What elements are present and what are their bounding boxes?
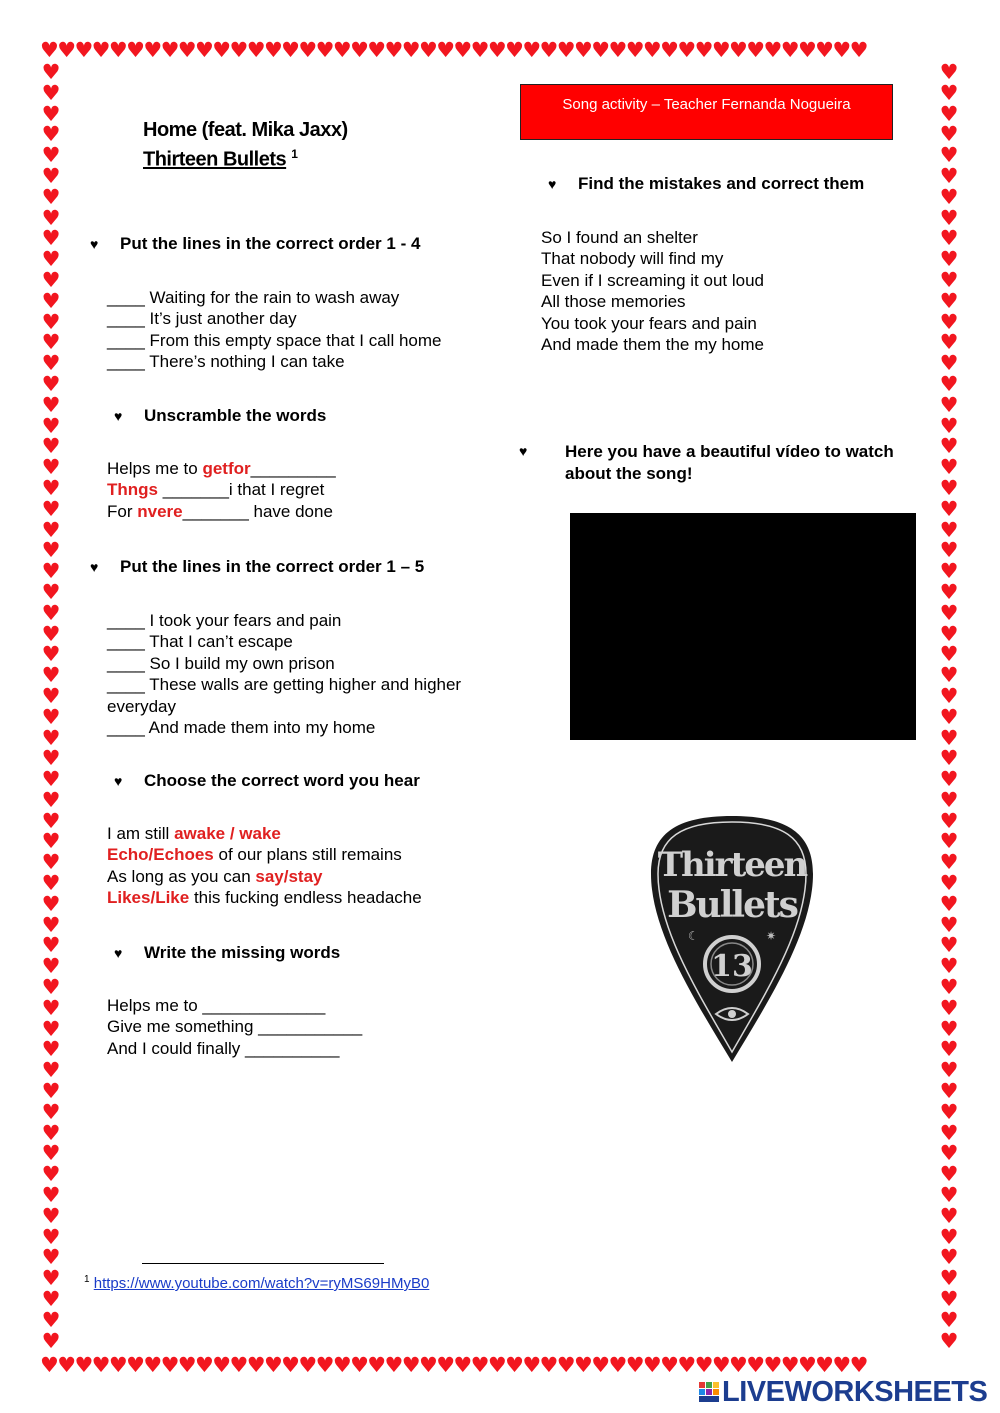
section-missing-words-heading (114, 943, 340, 963)
order-1-4-lines (107, 287, 442, 373)
plain-text: As long as you can (107, 866, 256, 886)
list-item (107, 479, 336, 500)
list-item (107, 823, 422, 844)
list-item: ____ It’s just another day (107, 309, 297, 329)
plain-text: Helps me to (107, 459, 203, 478)
list-item: And made them the my home (541, 335, 765, 355)
list-item: All those memories (541, 292, 686, 312)
section-order-1-5-heading (90, 557, 424, 577)
footnote-number: 1 (84, 1274, 90, 1285)
section-find-mistakes-heading (548, 174, 864, 194)
unscramble-lines (107, 458, 336, 522)
heading-line: about the song! (565, 463, 693, 483)
list-item: Helps me to _____________ (107, 996, 326, 1015)
word-choice: Echo/Echoes (107, 845, 214, 865)
missing-words-lines (107, 995, 362, 1059)
plain-text: of our plans still remains (213, 845, 402, 865)
heart-border-right: ♥♥♥♥♥♥♥♥♥♥♥♥♥♥♥♥♥♥♥♥♥♥♥♥♥♥♥♥♥♥♥♥♥♥♥♥♥♥♥♥♥♥♥♥♥♥♥♥♥♥♥♥♥♥♥♥♥♥♥♥♥♥ (939, 62, 959, 1353)
svg-text:☾: ☾ (688, 929, 699, 943)
plain-text: I am still (107, 824, 175, 843)
heading-text: Write the missing words (144, 943, 341, 962)
footnote (84, 1274, 429, 1292)
list-item (107, 866, 422, 887)
word-choice: Likes/Like (107, 888, 190, 908)
heading-text: Find the mistakes and correct them (578, 174, 865, 193)
list-item: That nobody will find my (541, 249, 724, 269)
youtube-link[interactable]: https://www.youtube.com/watch?v=ryMS69HMyB0 (93, 1275, 430, 1292)
scrambled-word: nvere (137, 501, 183, 521)
list-item: ____ And made them into my home (107, 718, 376, 738)
heart-bullet-icon: ♥ (114, 408, 123, 424)
song-title: Home (feat. Mika Jaxx) (143, 119, 348, 141)
footnote-separator (142, 1263, 384, 1264)
plain-text: this fucking endless headache (189, 888, 422, 908)
heart-bullet-icon: ♥ (114, 773, 123, 789)
heading-text-block (565, 441, 894, 484)
list-item: So I found an shelter (541, 228, 698, 247)
list-item: ____ So I build my own prison (107, 653, 335, 673)
order-1-5-lines (107, 610, 461, 738)
svg-text:✷: ✷ (766, 929, 777, 943)
list-item (107, 844, 422, 865)
answer-blank: _______i that I regret (158, 480, 325, 500)
list-item: Even if I screaming it out loud (541, 270, 765, 290)
heart-bullet-icon: ♥ (114, 945, 123, 961)
heading-text: Put the lines in the correct order 1 – 5 (120, 557, 425, 576)
logo-line1: Thirteen (657, 845, 807, 885)
list-item: ____ That I can’t escape (107, 632, 293, 652)
choose-word-lines (107, 823, 422, 909)
activity-banner: Song activity – Teacher Fernanda Nogueira (520, 84, 893, 140)
list-item: ____ I took your fears and pain (107, 611, 342, 630)
list-item (107, 458, 336, 479)
heart-border-left: ♥♥♥♥♥♥♥♥♥♥♥♥♥♥♥♥♥♥♥♥♥♥♥♥♥♥♥♥♥♥♥♥♥♥♥♥♥♥♥♥♥♥♥♥♥♥♥♥♥♥♥♥♥♥♥♥♥♥♥♥♥♥ (41, 62, 61, 1353)
list-item: Give me something ___________ (107, 1017, 363, 1037)
heading-line: Here you have a beautiful vídeo to watch (565, 442, 894, 461)
list-item: everyday (107, 696, 176, 716)
heart-bullet-icon: ♥ (90, 559, 99, 575)
list-item: ____ Waiting for the rain to wash away (107, 288, 400, 307)
list-item: ____ There’s nothing I can take (107, 352, 345, 372)
heading-text: Choose the correct word you hear (144, 771, 420, 790)
word-choice: awake / wake (174, 824, 281, 843)
heart-bullet-icon: ♥ (519, 443, 528, 459)
section-choose-word-heading (114, 771, 420, 791)
list-item (107, 887, 422, 908)
artist-name (143, 147, 297, 172)
thirteen-bullets-logo (648, 812, 816, 1064)
heart-border-bottom: ♥♥♥♥♥♥♥♥♥♥♥♥♥♥♥♥♥♥♥♥♥♥♥♥♥♥♥♥♥♥♥♥♥♥♥♥♥♥♥♥♥♥♥♥♥♥♥♥ (40, 1355, 867, 1377)
liveworksheets-brand[interactable] (698, 1376, 987, 1409)
heading-text: Unscramble the words (144, 406, 327, 425)
artist-link-text: Thirteen Bullets (143, 148, 287, 171)
heart-border-top: ♥♥♥♥♥♥♥♥♥♥♥♥♥♥♥♥♥♥♥♥♥♥♥♥♥♥♥♥♥♥♥♥♥♥♥♥♥♥♥♥♥♥♥♥♥♥♥♥ (40, 40, 867, 62)
footnote-ref: 1 (291, 147, 298, 161)
list-item: You took your fears and pain (541, 313, 757, 333)
find-mistakes-lines (541, 227, 764, 355)
brand-name: LIVEWORKSHEETS (722, 1376, 988, 1408)
scrambled-word: getfor (202, 459, 251, 478)
word-choice: say/stay (255, 866, 323, 886)
plain-text: For (107, 501, 138, 521)
liveworksheets-logo-icon (698, 1381, 720, 1403)
heading-text: Put the lines in the correct order 1 - 4 (120, 234, 421, 253)
list-item: ____ These walls are getting higher and higher (107, 675, 462, 695)
heart-bullet-icon: ♥ (90, 236, 99, 252)
heart-bullet-icon: ♥ (548, 176, 557, 192)
video-embed[interactable] (570, 513, 916, 740)
section-unscramble-heading (114, 406, 326, 426)
answer-blank: _________ (250, 459, 336, 478)
section-video-heading (519, 441, 894, 484)
list-item (107, 501, 336, 522)
section-order-1-4-heading (90, 234, 420, 254)
list-item: And I could finally __________ (107, 1038, 340, 1058)
answer-blank: _______ have done (182, 501, 333, 521)
logo-line2: Bullets (667, 884, 797, 926)
logo-number: 13 (711, 949, 753, 984)
list-item: ____ From this empty space that I call home (107, 330, 442, 350)
scrambled-word: Thngs (107, 480, 158, 500)
